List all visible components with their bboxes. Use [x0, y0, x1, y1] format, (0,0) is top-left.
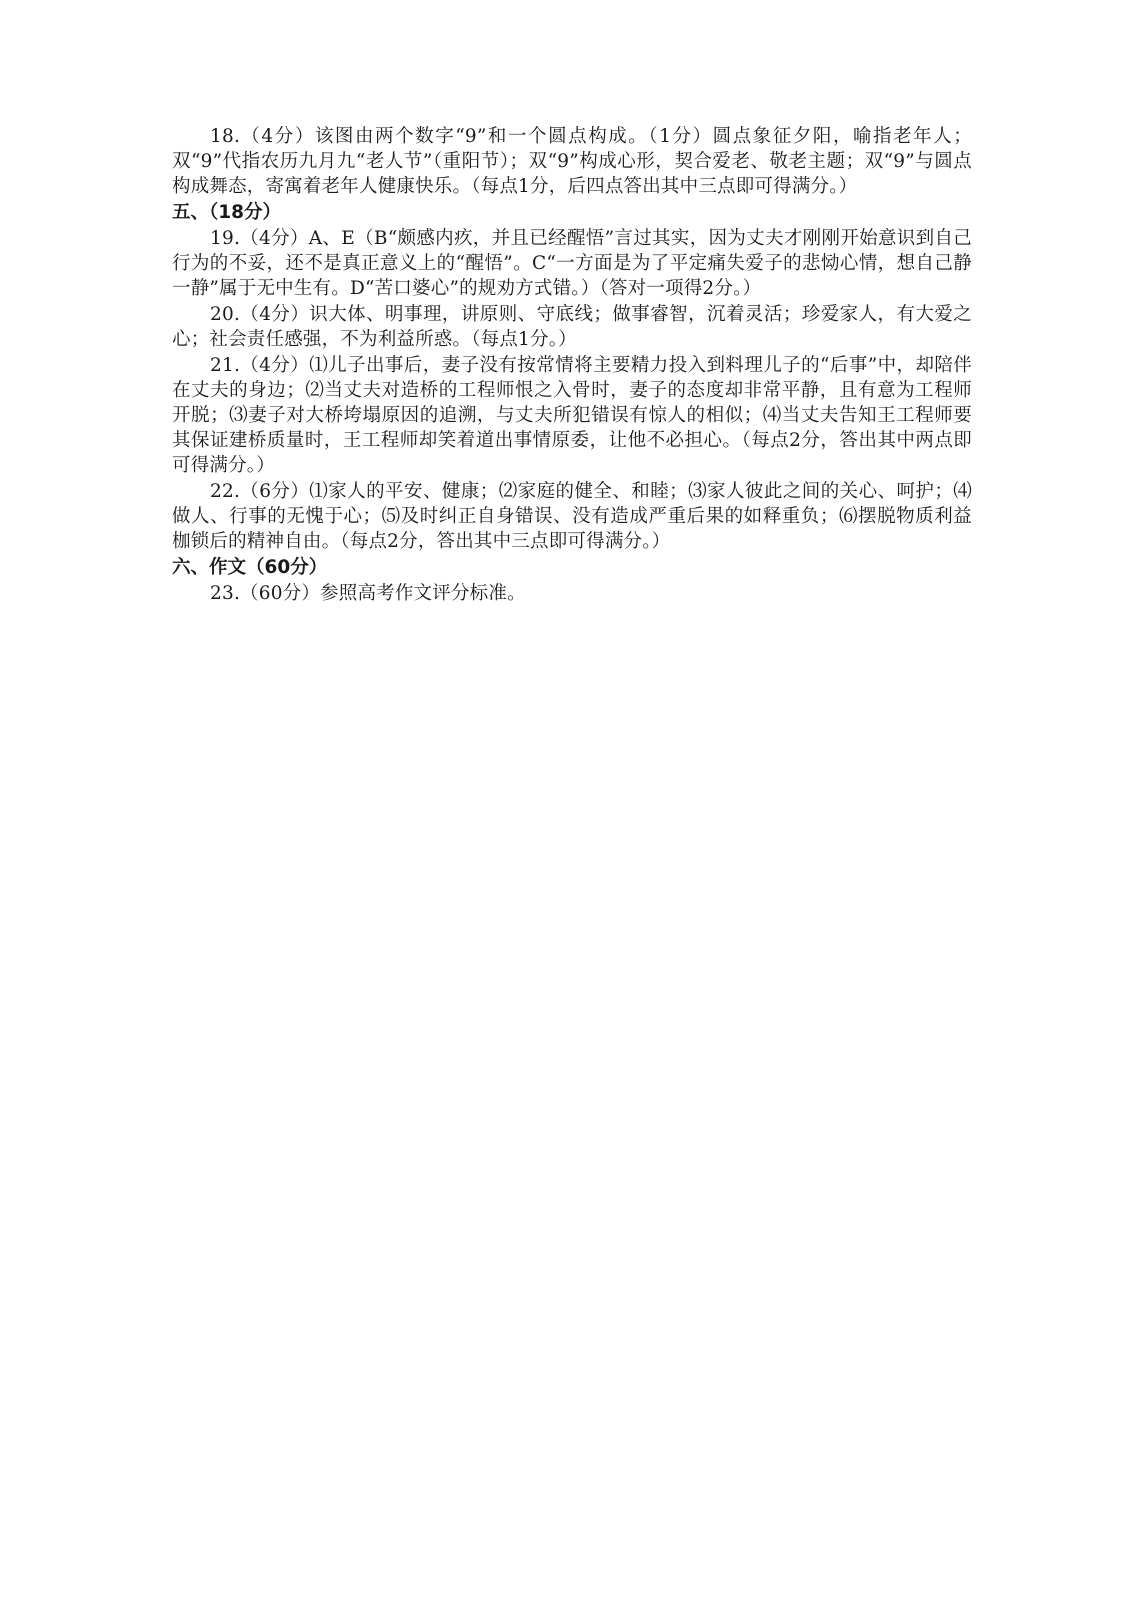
section-5-heading: 五、（18分） [172, 202, 281, 223]
answer-key-page [172, 124, 972, 607]
answer-18: 18.（4分）该图由两个数字“9”和一个圆点构成。（1分）圆点象征夕阳，喻指老年人；双“9”代指农历九月九“老人节”（重阳节）；双“9”构成心形，契合爱老、敬老主题；双“9”与圆点构成舞态，寄寓着老年人健康快乐。（每点1分，后四点答出其中三点即可得满分。） [172, 126, 972, 197]
section-6-heading: 六、作文（60分） [172, 557, 328, 578]
answer-19: 19.（4分）A、E（B“颇感内疚，并且已经醒悟”言过其实，因为丈夫才刚刚开始意识到自己行为的不妥，还不是真正意义上的“醒悟”。C“一方面是为了平定痛失爱子的悲恸心情，想自己静一静”属于无中生有。D“苦口婆心”的规劝方式错。）（答对一项得2分。） [172, 228, 972, 299]
answer-22: 22.（6分）⑴家人的平安、健康；⑵家庭的健全、和睦；⑶家人彼此之间的关心、呵护；⑷做人、行事的无愧于心；⑸及时纠正自身错误、没有造成严重后果的如释重负；⑹摆脱物质利益枷锁后的精神自由。（每点2分，答出其中三点即可得满分。） [172, 481, 972, 552]
answer-23: 23.（60分）参照高考作文评分标准。 [210, 583, 526, 604]
answer-20: 20.（4分）识大体、明事理，讲原则、守底线；做事睿智，沉着灵活；珍爱家人，有大爱之心；社会责任感强，不为利益所惑。（每点1分。） [172, 304, 972, 350]
answer-21: 21.（4分）⑴儿子出事后，妻子没有按常情将主要精力投入到料理儿子的“后事”中，却陪伴在丈夫的身边；⑵当丈夫对造桥的工程师恨之入骨时，妻子的态度却非常平静，且有意为工程师开脱；⑶妻子对大桥垮塌原因的追溯，与丈夫所犯错误有惊人的相似；⑷当丈夫告知王工程师要其保证建桥质量时，王工程师却笑着道出事情原委，让他不必担心。（每点2分，答出其中两点即可得满分。） [172, 355, 972, 476]
